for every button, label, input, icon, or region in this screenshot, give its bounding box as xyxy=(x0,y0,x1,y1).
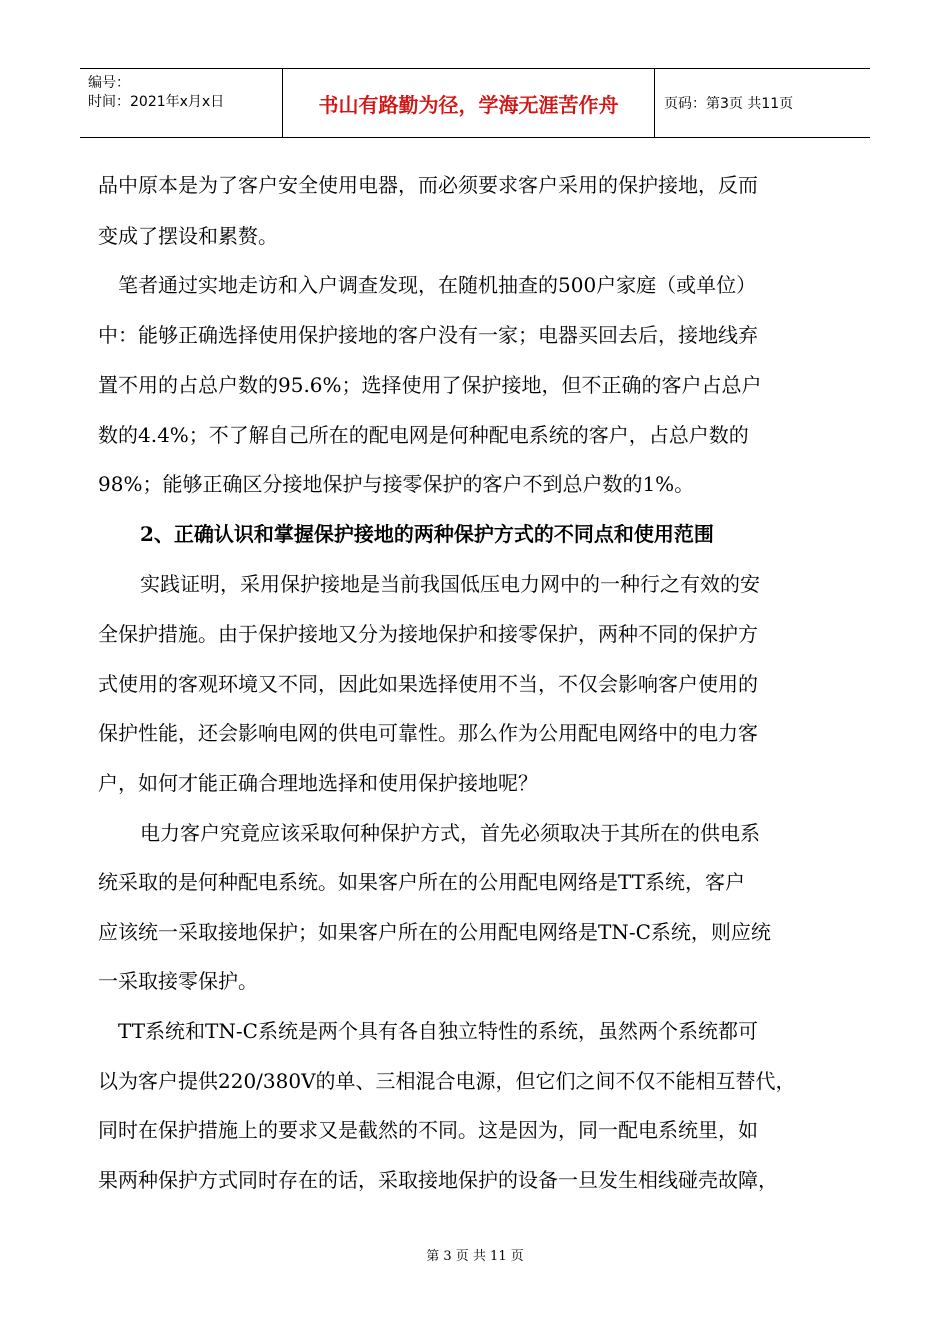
time-label: 时间：2021年x月x日 xyxy=(88,94,225,110)
text-line: 全保护措施。由于保护接地又分为接地保护和接零保护，两种不同的保护方 xyxy=(98,622,758,646)
text-line: 数的4.4%；不了解自己所在的配电网是何种配电系统的客户，占总户数的 xyxy=(98,423,749,447)
page-footer: 第 3 页 共 11 页 xyxy=(426,1249,524,1264)
header-page-info: 页码：第3页 共11页 xyxy=(664,96,794,112)
text-line: 保护性能，还会影响电网的供电可靠性。那么作为公用配电网络中的电力客 xyxy=(98,721,758,745)
text-line: 统采取的是何种配电系统。如果客户所在的公用配电网络是TT系统，客户 xyxy=(98,870,746,894)
text-line: 一采取接零保护。 xyxy=(98,969,258,993)
text-line: 果两种保护方式同时存在的话，采取接地保护的设备一旦发生相线碰壳故障， xyxy=(98,1168,778,1192)
section-heading: 2、正确认识和掌握保护接地的两种保护方式的不同点和使用范围 xyxy=(140,522,714,546)
number-label: 编号： xyxy=(88,75,130,91)
text-line: 笔者通过实地走访和入户调查发现，在随机抽查的500户家庭（或单位） xyxy=(118,273,757,297)
text-line: 户，如何才能正确合理地选择和使用保护接地呢？ xyxy=(98,771,538,795)
text-line: 应该统一采取接地保护；如果客户所在的公用配电网络是TN-C系统，则应统 xyxy=(98,920,771,944)
text-line: 中：能够正确选择使用保护接地的客户没有一家；电器买回去后，接地线弃 xyxy=(98,323,758,347)
text-line: 同时在保护措施上的要求又是截然的不同。这是因为，同一配电系统里，如 xyxy=(98,1118,758,1142)
header-motto: 书山有路勤为径，学海无涯苦作舟 xyxy=(318,92,619,117)
text-line: 98%；能够正确区分接地保护与接零保护的客户不到总户数的1%。 xyxy=(98,472,695,496)
text-line: 变成了摆设和累赘。 xyxy=(98,224,278,248)
text-line: 置不用的占总户数的95.6%；选择使用了保护接地，但不正确的客户占总户 xyxy=(98,373,762,397)
text-line: 电力客户究竟应该采取何种保护方式，首先必须取决于其所在的供电系 xyxy=(140,821,760,845)
text-line: 式使用的客观环境又不同，因此如果选择使用不当，不仅会影响客户使用的 xyxy=(98,672,758,696)
page-header xyxy=(80,68,870,138)
text-line: 品中原本是为了客户安全使用电器，而必须要求客户采用的保护接地，反而 xyxy=(98,173,758,197)
text-line: 实践证明，采用保护接地是当前我国低压电力网中的一种行之有效的安 xyxy=(140,572,760,596)
text-line: 以为客户提供220/380V的单、三相混合电源，但它们之间不仅不能相互替代， xyxy=(98,1069,796,1093)
header-divider xyxy=(654,69,655,137)
text-line: TT系统和TN-C系统是两个具有各自独立特性的系统，虽然两个系统都可 xyxy=(118,1019,758,1043)
header-meta-cell xyxy=(80,69,282,137)
